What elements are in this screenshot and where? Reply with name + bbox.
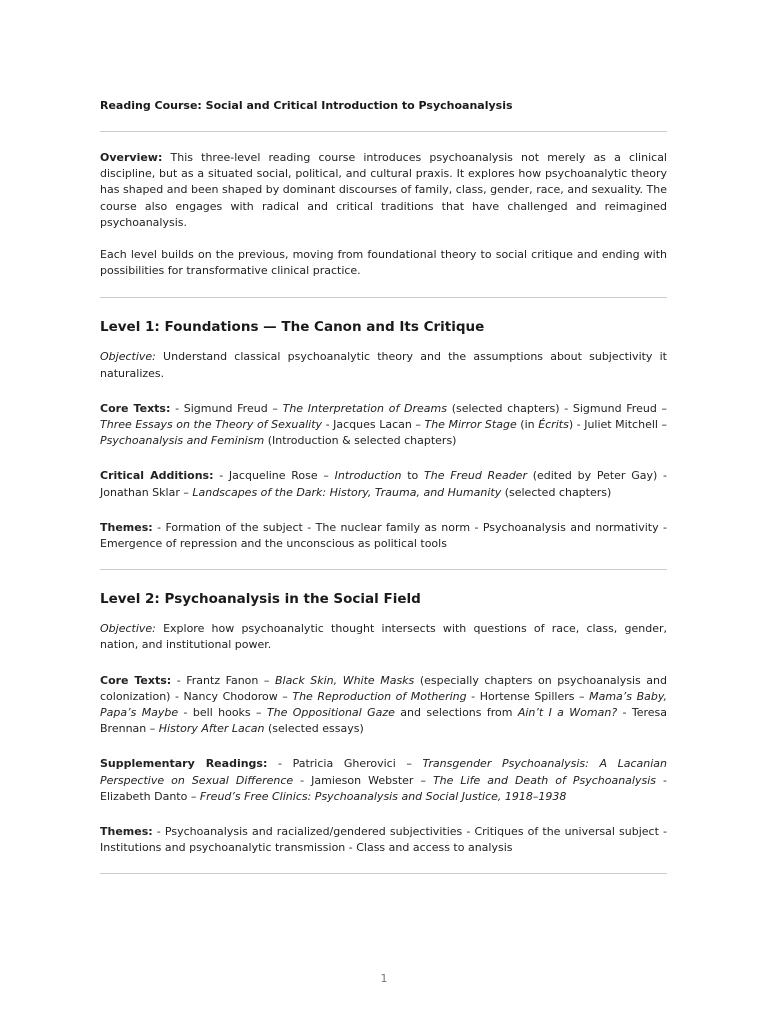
level-2-heading: Level 2: Psychoanalysis in the Social Field (100, 591, 421, 608)
objective-label: Objective: (100, 350, 156, 364)
themes-text: - Formation of the subject - The nuclear family as norm - Psychoanalysis and normativity - Emergence of repression and the unconscious as political tools (100, 520, 667, 551)
book-title: Landscapes of the Dark: History, Trauma, and Humanity (192, 485, 502, 499)
levels-note-paragraph: Each level builds on the previous, moving from foundational theory to social critique and ending with possibilities for transformative clinical practice. (100, 248, 667, 278)
level-2-core-texts (100, 673, 667, 738)
text-run: - Patricia Gherovici – (267, 757, 423, 771)
text-run: - Jacques Lacan – (322, 418, 425, 432)
book-title: Three Essays on the Theory of Sexuality (100, 418, 323, 432)
divider (100, 873, 667, 874)
text-run: - Jacqueline Rose – (213, 469, 335, 483)
overview-label: Overview: (100, 151, 163, 164)
book-title: The Freud Reader (424, 469, 527, 483)
divider (100, 131, 667, 132)
level-1-heading: Level 1: Foundations — The Canon and Its Critique (100, 319, 485, 336)
text-run: (selected essays) (264, 722, 364, 736)
themes-text: - Psychoanalysis and racialized/gendered subjectivities - Critiques of the universal subject - Institutions and psychoanalytic transmission - Class and access to analysis (100, 825, 667, 855)
text-run: (in (516, 418, 539, 432)
objective-text: Explore how psychoanalytic thought intersects with questions of race, class, gender, nation, and institutional power. (100, 622, 667, 652)
supplementary-readings-label: Supplementary Readings: (100, 757, 268, 771)
text-run: (selected chapters) (501, 485, 612, 499)
level-1-themes (100, 520, 667, 552)
book-title: Freud’s Free Clinics: Psychoanalysis and Social Justice, 1918–1938 (199, 789, 567, 803)
themes-label: Themes: (100, 825, 153, 839)
text-run: (especially chapters on psychoanalysis and colonization) - Nancy Chodorow – (100, 673, 667, 703)
text-run: - Teresa Brennan – (100, 706, 668, 736)
book-title: The Mirror Stage (424, 418, 517, 432)
level-2-themes (100, 824, 667, 856)
document-body (100, 97, 667, 874)
book-title: Psychoanalysis and Feminism (100, 434, 265, 448)
book-title: The Oppositional Gaze (266, 706, 395, 720)
document-title: Reading Course: Social and Critical Introduction to Psychoanalysis (100, 99, 513, 112)
book-title: Ain’t I a Woman? (517, 706, 618, 720)
core-texts-label: Core Texts: (100, 673, 172, 687)
text-run: - Sigmund Freud – (170, 401, 283, 415)
book-title: Transgender Psychoanalysis: A Lacanian Perspective on Sexual Difference (100, 757, 667, 787)
book-title: Écrits (538, 418, 569, 432)
text-run: - Frantz Fanon – (171, 673, 275, 687)
page-number: 1 (380, 972, 388, 985)
overview-paragraph (100, 150, 667, 231)
text-run: (Introduction & selected chapters) (264, 434, 457, 448)
text-run: and selections from (394, 706, 518, 720)
text-run: - bell hooks – (178, 706, 267, 720)
text-run: ) - Juliet Mitchell – (568, 418, 668, 432)
level-1-core-texts (100, 401, 667, 450)
book-title: History After Lacan (158, 722, 265, 736)
text-run: - Jamieson Webster – (293, 773, 433, 787)
level-2-supplementary-readings (100, 756, 667, 805)
level-2-objective (100, 621, 667, 653)
book-title: The Life and Death of Psychoanalysis (432, 773, 656, 787)
level-1-critical-additions (100, 468, 667, 500)
book-title: Introduction (334, 469, 402, 483)
book-title: Black Skin, White Masks (274, 673, 415, 687)
book-title: Mama’s Baby, Papa’s Maybe (100, 689, 668, 720)
text-run: (edited by Peter Gay) - Jonathan Sklar – (100, 469, 667, 499)
book-title: The Reproduction of Mothering (292, 689, 467, 703)
text-run: (selected chapters) - Sigmund Freud – (446, 401, 668, 415)
objective-text: Understand classical psychoanalytic theory and the assumptions about subjectivity it naturalizes. (100, 350, 667, 380)
book-title: The Interpretation of Dreams (282, 401, 447, 415)
themes-label: Themes: (100, 520, 153, 534)
level-1-objective (100, 349, 667, 381)
critical-additions-label: Critical Additions: (100, 469, 214, 483)
text-run: to (401, 469, 425, 483)
text-run: - Elizabeth Danto – (100, 773, 667, 803)
divider (100, 297, 667, 298)
text-run: - Hortense Spillers – (466, 689, 590, 703)
divider (100, 569, 667, 570)
core-texts-label: Core Texts: (100, 401, 171, 415)
objective-label: Objective: (100, 622, 156, 636)
overview-text: This three-level reading course introduces psychoanalysis not merely as a clinical discipline, but as a situated social, political, and cultural praxis. It explores how psychoanalytic theory has shaped and been shaped by dominant discourses of family, class, gender, race, and sexuality. The course also engages with radical and critical traditions that have challenged and reimagined psychoanalysis. (100, 151, 667, 229)
